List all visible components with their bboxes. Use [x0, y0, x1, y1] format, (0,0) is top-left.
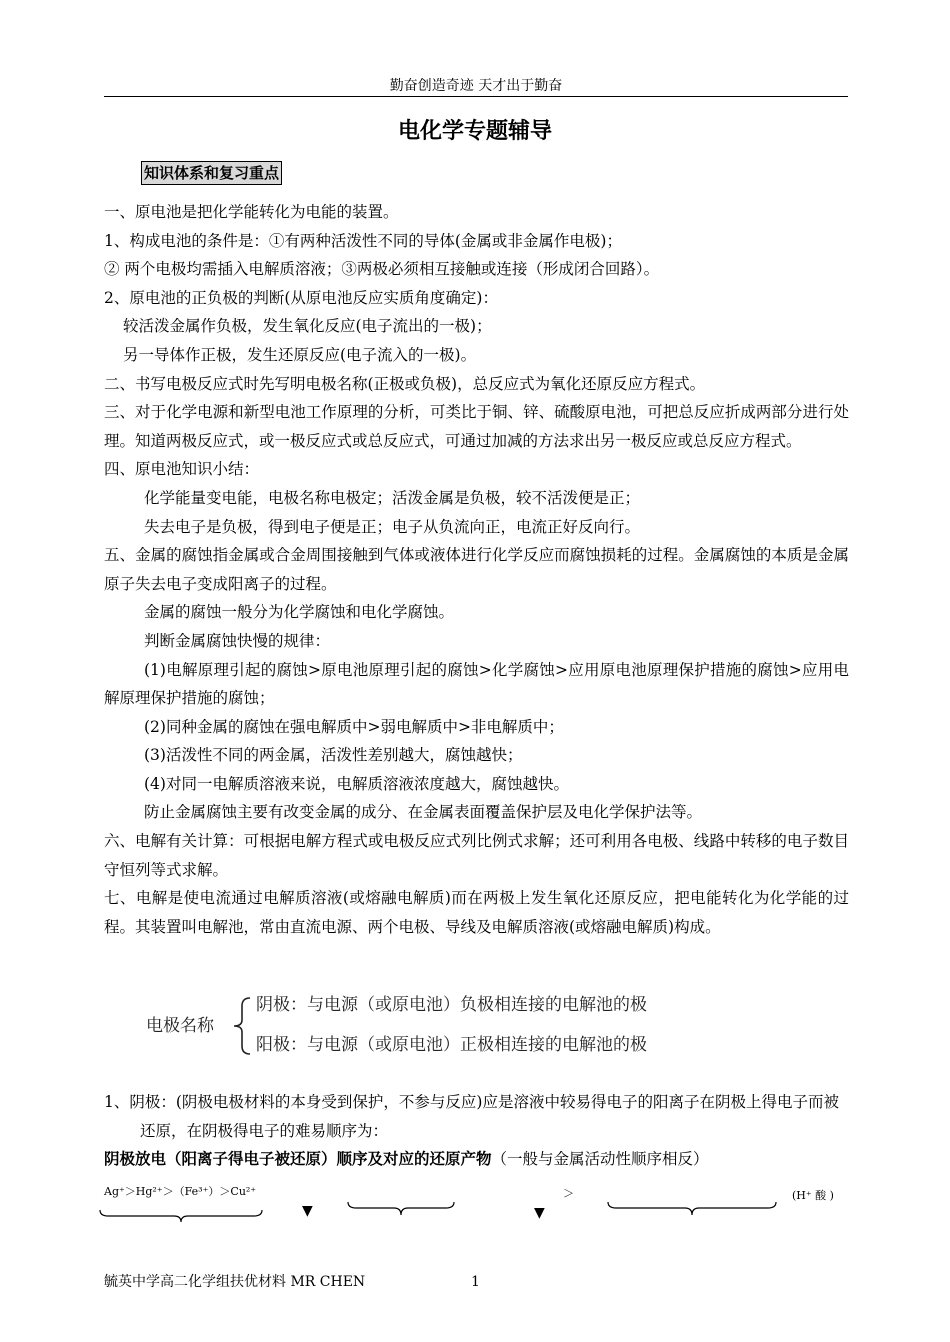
paragraph: 1、阴极：(阴极电极材料的本身受到保护，不参与反应)应是溶液中较易得电子的阳离子在阴极上得电子而被还原，在阴极得电子的难易顺序为：: [104, 1093, 839, 1140]
paragraph: 判断金属腐蚀快慢的规律：: [144, 631, 331, 650]
paragraph: ② 两个电极均需插入电解质溶液；③两极必须相互接触或连接（形成闭合回路）。: [104, 260, 660, 279]
paragraph: 1、构成电池的条件是：①有两种活泼性不同的导体(金属或非金属作电极)；: [104, 231, 622, 250]
cathode-heading: [104, 1145, 849, 1174]
paragraph: 五、金属的腐蚀指金属或合金周围接触到气体或液体进行化学反应而腐蚀损耗的过程。金属腐蚀的本质是金属原子失去电子变成阳离子的过程。: [104, 546, 849, 593]
paragraph: 七、电解是使电流通过电解质溶液(或熔融电解质)而在两极上发生氧化还原反应，把电能转化为化学能的过程。其装置叫电解池，常由直流电源、两个电极、导线及电解质溶液(或熔融电解质)构成。: [104, 889, 849, 936]
paragraph: (4)对同一电解质溶液来说，电解质溶液浓度越大，腐蚀越快。: [144, 774, 569, 793]
cathode-section: [104, 1088, 849, 1174]
down-arrow-icon: ▼: [302, 1203, 313, 1219]
page-title: 电化学专题辅导: [397, 119, 552, 144]
paragraph: 六、电解有关计算：可根据电解方程式或电极反应式列比例式求解；还可利用各电极、线路中转移的电子数目守恒列等式求解。: [104, 832, 849, 879]
ion-series-last: (H⁺ 酸 ): [792, 1189, 834, 1202]
electrode-name-diagram: [146, 990, 746, 1062]
ion-series-first: Ag⁺＞Hg²⁺＞（Fe³⁺）＞Cu²⁺: [104, 1185, 257, 1198]
paragraph: 较活泼金属作负极，发生氧化反应(电子流出的一极)；: [123, 317, 492, 336]
paragraph: 金属的腐蚀一般分为化学腐蚀和电化学腐蚀。: [144, 603, 455, 622]
page-header-motto: 勤奋创造奇迹 天才出于勤奋: [104, 76, 848, 97]
anode-definition: 阳极：与电源（或原电池）正极相连接的电解池的极: [256, 1035, 647, 1055]
underbrace-icon: [346, 1200, 456, 1218]
paragraph: 三、对于化学电源和新型电池工作原理的分析，可类比于铜、锌、硫酸原电池，可把总反应折成两部分进行处理。知道两极反应式，或一极反应式或总反应式，可通过加减的方法求出另一极反应或总反应方程式。: [104, 403, 849, 450]
paragraph: 2、原电池的正负极的判断(从原电池反应实质角度确定)：: [104, 288, 498, 307]
paragraph: 防止金属腐蚀主要有改变金属的成分、在金属表面覆盖保护层及电化学保护法等。: [144, 803, 703, 822]
paragraph: 二、书写电极反应式时先写明电极名称(正极或负极)，总反应式为氧化还原反应方程式。: [104, 374, 706, 393]
cathode-definition: 阴极：与电源（或原电池）负极相连接的电解池的极: [256, 995, 647, 1015]
underbrace-icon: [606, 1200, 778, 1218]
paragraph: (2)同种金属的腐蚀在强电解质中>弱电解质中>非电解质中；: [144, 717, 564, 736]
paragraph: 另一导体作正极，发生还原反应(电子流入的一极)。: [123, 345, 477, 364]
paragraph: (3)活泼性不同的两金属，活泼性差别越大，腐蚀越快；: [144, 746, 523, 765]
body-text: [104, 198, 849, 941]
down-arrow-icon: ▼: [534, 1205, 545, 1221]
electrode-name-label: 电极名称: [146, 1016, 214, 1036]
footer-source: 毓英中学高二化学组扶优材料 MR CHEN: [104, 1274, 366, 1290]
paragraph: 四、原电池知识小结：: [104, 460, 260, 479]
greater-than-sign: ＞: [563, 1187, 574, 1200]
underbrace-icon: [98, 1208, 264, 1224]
left-brace-icon: [230, 996, 254, 1056]
cathode-heading-note: （一般与金属活动性顺序相反）: [491, 1150, 709, 1169]
paragraph: 一、原电池是把化学能转化为电能的装置。: [104, 203, 399, 221]
paragraph: 失去电子是负极，得到电子便是正；电子从负流向正，电流正好反向行。: [144, 517, 641, 536]
paragraph: 化学能量变电能，电极名称电极定；活泼金属是负极，较不活泼便是正；: [144, 488, 641, 507]
paragraph: (1)电解原理引起的腐蚀>原电池原理引起的腐蚀>化学腐蚀>应用原电池原理保护措施的腐蚀>应用电解原理保护措施的腐蚀；: [104, 660, 849, 708]
section-label: 知识体系和复习重点: [141, 161, 282, 185]
page-number: 1: [471, 1274, 480, 1290]
cathode-heading-bold: 阴极放电（阳离子得电子被还原）顺序及对应的还原产物: [104, 1150, 492, 1169]
